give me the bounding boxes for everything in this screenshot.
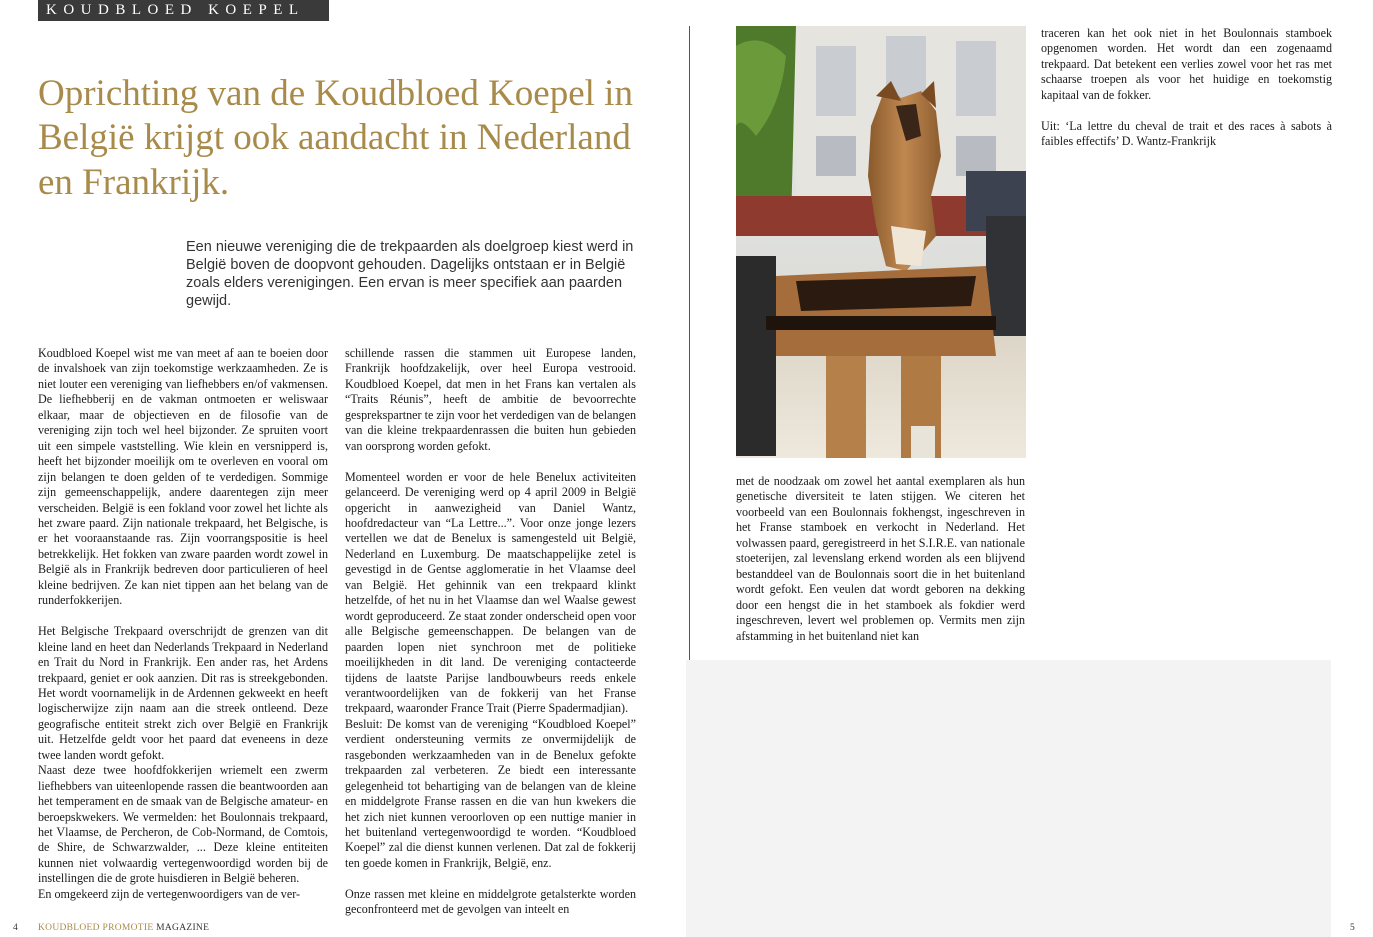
paragraph: Momenteel worden er voor de hele Benelux activiteiten gelanceerd. De vereniging werd op 4 april 2009 in België opgericht in aanwezigheid van Daniel Wantz, hoofdredacteur van “La Lettre...”. Voor onze jonge lezers vertellen we dat de Benelux is samengesteld uit België, Nederland en Luxemburg. De maatschappelijke zetel is gevestigd in de Gentse agglomeratie in het Vlaamse deel van België. Het gehinnik van een trekpaard klinkt hetzelfde, of het nu in het Vlaamse dan wel Waalse gewest wordt geproduceerd. Ze staat zonder onderscheid open voor alle Belgische gemeenschappen. De belangen van de paarden lopen niet synchroon met de politieke moeilijkheden in dit land. De vereniging contacteerde tijdens de laatste Parijse landbouwbeurs reeds enkele verantwoordelijken van de fokkerij van het Franse trekpaard, waaronder France Trait (Pierre Spadermadjian). bbox=[345, 469, 636, 716]
text-column-3 bbox=[736, 474, 1025, 644]
paragraph: traceren kan het ook niet in het Boulonnais stamboek opgenomen worden. Het wordt dan een zogenaamd trekpaard. Dat betekent een verlies zowel voor het ras met schaarse troepen als voor het huidige en toekomstig kapitaal van de fokker. bbox=[1041, 26, 1332, 102]
paragraph: met de noodzaak om zowel het aantal exemplaren als hun genetische diversiteit te laten stijgen. We citeren het voorbeeld van een Boulonnais fokhengst, ingeschreven in het Franse stamboek en verkocht in Nederland. Het volwassen paard, geregistreerd in het S.I.R.E. van nationale stoeterijen, zal levenslang erkend worden als een blijvend bestanddeel van de Boulonnais soort die in het buitenland wordt gefokt. Een veulen dat wordt geboren na dekking door een hengst die in het stamboek als fokdier werd ingeschreven, levert wel problemen op. Vermits men zijn afstamming in het buitenland niet kan bbox=[736, 474, 1025, 643]
text-column-1 bbox=[38, 346, 328, 902]
section-header-band bbox=[38, 0, 329, 21]
article-intro: Een nieuwe vereniging die de trekpaarden als doelgroep kiest werd in België boven de doopvont gehouden. Dagelijks ontstaan er in België zoals elders verenigingen. Een ervan is meer specifiek aan paarden gewijd. bbox=[186, 239, 634, 309]
paragraph: Naast deze twee hoofdfokkerijen wriemelt een zwerm liefhebbers van uiteenlopende rassen die beantwoorden aan het temperament en de smaak van de Belgische amateur- en beroepskwekers. We vermelden: het Boulonnais trekpaard, het Vlaamse, de Percheron, de Cob-Normand, de Comtois, de Shire, de Schwarzwalder, ... Deze kleine entiteiten kunnen niet volwaardig vertegenwoordigd worden bij de instellingen die de grote huisdieren in België beheren. bbox=[38, 763, 328, 886]
gray-background-panel bbox=[686, 660, 1331, 937]
page-number-right: 5 bbox=[1350, 923, 1355, 933]
paragraph: Onze rassen met kleine en middelgrote getalsterkte worden geconfronteerd met de gevolgen van inteelt en bbox=[345, 886, 636, 917]
section-label: KOUDBLOED KOEPEL bbox=[46, 2, 305, 18]
text-column-2 bbox=[345, 346, 636, 918]
paragraph: Besluit: De komst van de vereniging “Koudbloed Koepel” verdient ondersteuning vermits ze onvermijdelijk de rasgebonden werkzaamheden van in de Benelux gefokte trekpaarden zal verbeteren. Ze biedt een interessante gelegenheid tot behartiging van de belangen van de kleine en middelgrote Franse rassen en die van hun kwekers die het zich niet kunnen veroorloven op een nuttige manier in het buitenland vertegenwoordigd te worden. “Koudbloed Koepel” zal die dienst kunnen verlenen. Dat zal de fokkerij ten goede komen in Frankrijk, België, enz. bbox=[345, 716, 636, 870]
source-citation: Uit: ‘La lettre du cheval de trait et des races à sabots à faibles effectifs’ D. Wantz-Frankrijk bbox=[1041, 118, 1332, 149]
paragraph: Koudbloed Koepel wist me van meet af aan te boeien door de invalshoek van zijn toekomstige werkzaamheden. Ze is niet louter een vereniging van liefhebbers en/of vakmensen. De liefhebberij en de vakman ontmoeten er weliswaar elkaar, maar de objectieven en de filosofie van de vereniging zijn toch wel heel bijzonder. Ze spruiten voort uit een simpele vaststelling. Wie klein en versnipperd is, heeft het bijzonder moeilijk om te overleven en vooral om zijn belangen te doen gelden of te verdedigen. Sommige zijn gemeenschappelijk, andere daarentegen zijn meer verscheiden. België is een fokland voor zowel het lichte als het zware paard. Zijn nationale trekpaard, het Belgische, is er het vooraanstaande ras. Zijn voorrangspositie is heel betrekkelijk. Het fokken van zware paarden wordt zowel in België als in Frankrijk bedreven door particulieren of heel kleine bedrijven. Ze kan niet tippen aan het belang van de runderfokkerijen. bbox=[38, 346, 328, 608]
text-column-4 bbox=[1041, 26, 1332, 150]
footer-left bbox=[0, 921, 680, 937]
paragraph: schillende rassen die stammen uit Europese landen, Frankrijk hoofdzakelijk, over heel Europa vestrooid. Koudbloed Koepel, dat men in het Frans kan vertalen als “Traits Réunis”, heeft de ambitie de bevoorrechte gesprekspartner te zijn voor het verdedigen van de belangen van die kleine trekpaardenrassen die buiten hun gebieden van oorsprong worden gefokt. bbox=[345, 346, 636, 453]
paragraph: Het Belgische Trekpaard overschrijdt de grenzen van dit kleine land en heet dan Nederlands Trekpaard in Nederland en Trait du Nord in Frankrijk. Een ander ras, het Ardens trekpaard, geniet er ook aanzien. Dit ras is streekgebonden. Het wordt voornamelijk in de Ardennen gekweekt en heeft logischerwijze zijn naam aan die streek ontleend. Deze geografische entiteit strekt zich over België en Frankrijk uit. Hetzelfde geldt voor het paard dat eveneens in deze twee landen wordt gefokt. bbox=[38, 624, 328, 762]
page-number-left: 4 bbox=[13, 923, 18, 933]
article-headline: Oprichting van de Koudbloed Koepel in België krijgt ook aandacht in Nederland en Frankrijk. bbox=[38, 73, 633, 203]
horse-photo bbox=[736, 26, 1026, 458]
magazine-suffix: MAGAZINE bbox=[156, 923, 210, 933]
magazine-brand: KOUDBLOED PROMOTIE bbox=[38, 923, 154, 933]
paragraph: En omgekeerd zijn de vertegenwoordigers van de ver- bbox=[38, 886, 301, 901]
magazine-name bbox=[38, 923, 209, 933]
